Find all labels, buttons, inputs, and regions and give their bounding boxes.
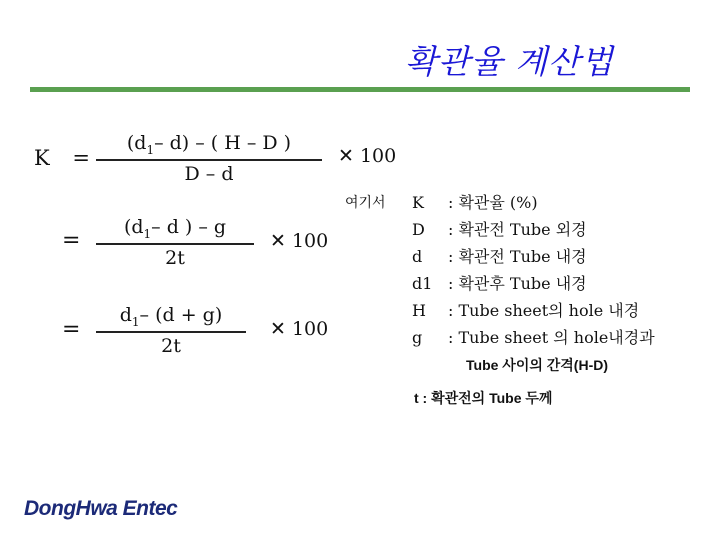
legend-symbol: K (412, 193, 424, 212)
fraction-3 (96, 304, 246, 357)
num-2-a: (d (123, 216, 144, 238)
numerator-1 (96, 132, 322, 159)
denominator-3: 2t (161, 334, 181, 357)
multiplier-3: ✕ 100 (270, 318, 329, 340)
legend-symbol: d1 (412, 274, 433, 293)
where-label: 여기서 (345, 195, 386, 211)
fraction-2 (96, 216, 254, 269)
legend-row (412, 217, 655, 244)
num-3-a: d (119, 304, 132, 326)
num-1-c: – d) – ( H – D ) (154, 132, 292, 154)
num-1-sub: 1 (146, 142, 155, 157)
formula-k-symbol (34, 146, 90, 170)
legend-symbol: H (412, 301, 426, 320)
num-1-a: (d (126, 132, 147, 154)
num-3-sub: 1 (131, 314, 140, 329)
multiplier-1: ✕ 100 (338, 145, 397, 167)
legend-description: : 확관후 Tube 내경 (448, 274, 587, 293)
page-title: 확관율 계산법 (405, 42, 614, 81)
legend-row (412, 244, 655, 271)
denominator-1: D – d (184, 162, 234, 185)
numerator-3 (96, 304, 246, 331)
legend-symbol: d (412, 247, 423, 266)
legend-description: : Tube sheet의 hole 내경 (448, 301, 640, 320)
equals-sign-2: = (62, 228, 81, 253)
legend-row (412, 298, 655, 325)
legend-row (412, 325, 655, 352)
k-symbol: K (34, 146, 50, 170)
gap-note: Tube 사이의 간격(H-D) (466, 357, 609, 373)
equals-sign: = (72, 146, 90, 170)
legend-symbol: D (412, 220, 425, 239)
company-logo: DongHwa Entec (24, 497, 178, 520)
legend-description: : 확관전 Tube 내경 (448, 247, 587, 266)
legend-description: : 확관율 (%) (448, 193, 538, 212)
thickness-note: t : 확관전의 Tube 두께 (414, 390, 553, 406)
denominator-2: 2t (165, 246, 185, 269)
legend-row (412, 271, 655, 298)
fraction-1 (96, 132, 322, 185)
num-3-c: – (d + g) (139, 304, 223, 326)
numerator-2 (96, 216, 254, 243)
legend-description: : 확관전 Tube 외경 (448, 220, 587, 239)
equals-sign-3: = (62, 317, 81, 342)
num-2-sub: 1 (143, 226, 152, 241)
title-divider (30, 87, 690, 92)
symbol-legend (412, 190, 655, 352)
legend-description: : Tube sheet 의 hole내경과 (448, 328, 655, 347)
legend-symbol: g (412, 328, 423, 347)
legend-row (412, 190, 655, 217)
multiplier-2: ✕ 100 (270, 230, 329, 252)
num-2-c: – d ) – g (151, 216, 227, 238)
